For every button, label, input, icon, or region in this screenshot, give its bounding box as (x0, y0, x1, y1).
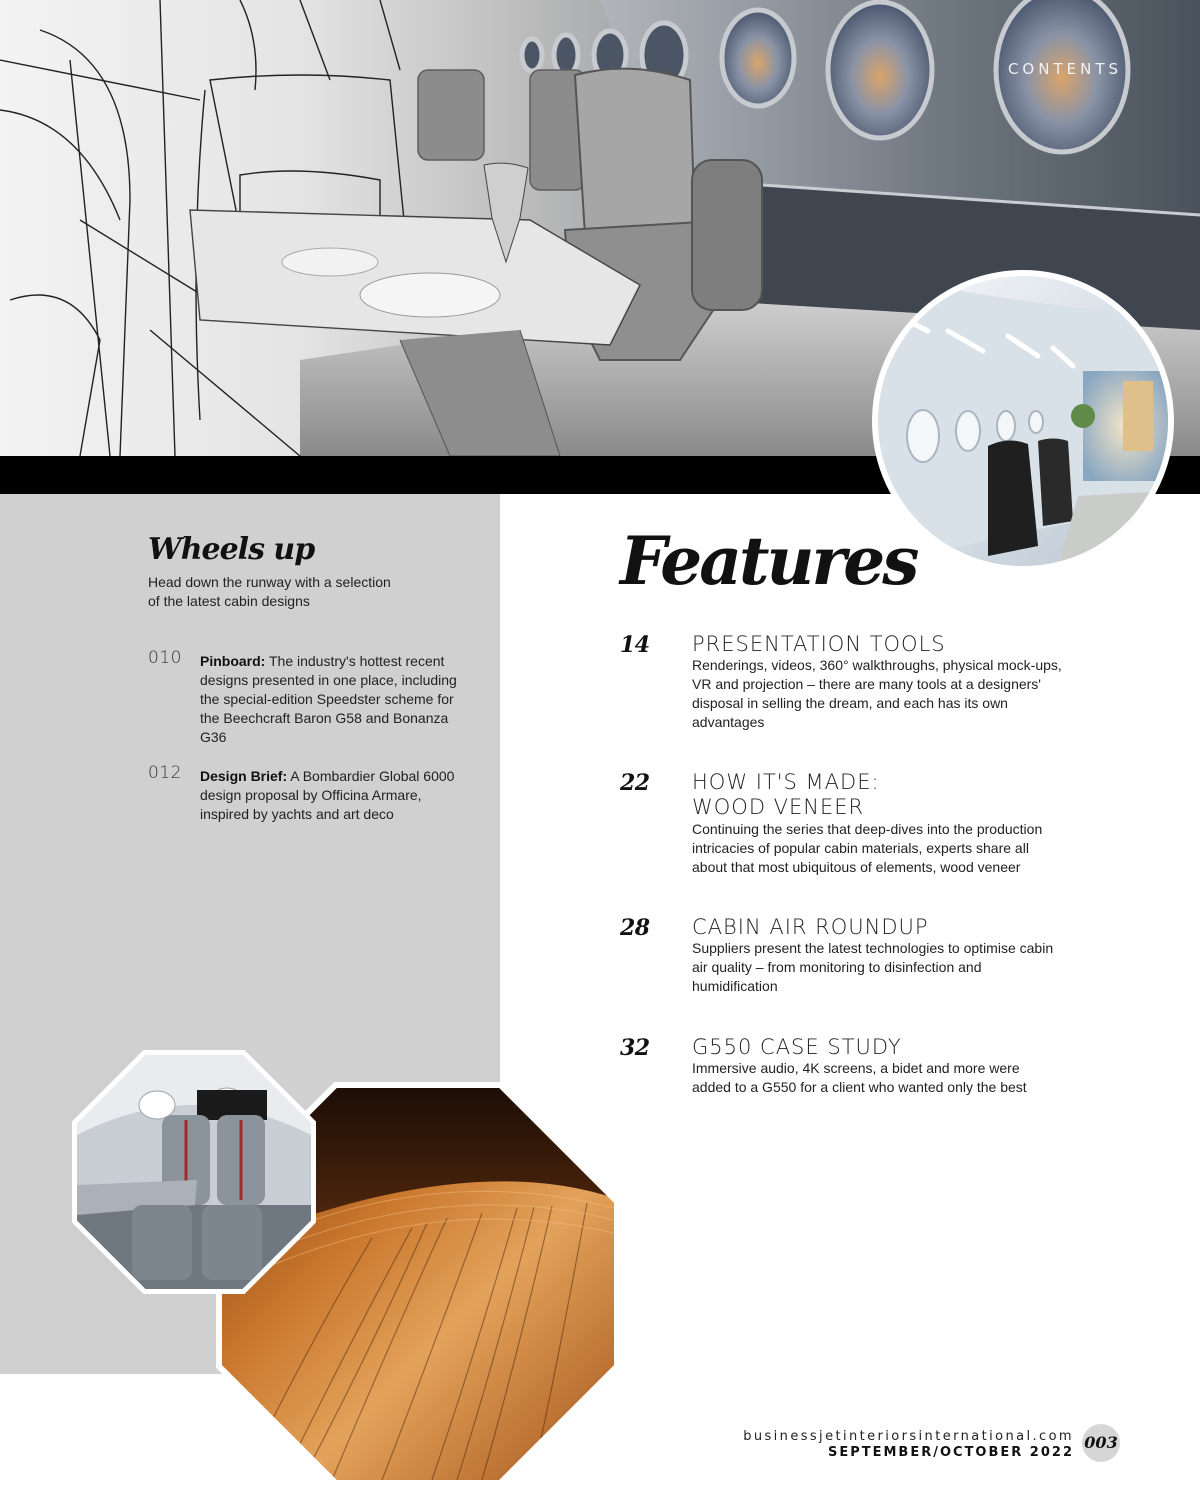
feature-heading-line1: HOW IT'S MADE: (692, 770, 880, 794)
feature-page-number: 14 (620, 632, 650, 658)
feature-heading-line1: CABIN AIR ROUNDUP (692, 915, 929, 939)
footer-issue-date: SEPTEMBER/OCTOBER 2022 (827, 1445, 1074, 1460)
feature-description: Continuing the series that deep-dives into the production intricacies of popular cabin materials, experts share all about that most ubiquitous of elements, wood veneer (692, 821, 1043, 875)
entry-text: A Bombardier Global 6000 design proposal by Officina Armare, inspired by yachts and art deco (200, 768, 455, 822)
entry-label: Pinboard: (200, 653, 266, 669)
feature-description: Renderings, videos, 360° walkthroughs, physical mock-ups, VR and projection – there are many tools at a designers' disposal in selling the dream, and each has its own advantages (692, 657, 1062, 730)
feature-page-number: 28 (620, 915, 650, 941)
wheels-up-subtitle-line2: of the latest cabin designs (148, 593, 310, 609)
entry-description (200, 652, 468, 747)
wheels-up-subtitle (148, 573, 448, 611)
feature-heading (692, 632, 1072, 657)
small-aircraft-seats-photo (77, 1055, 311, 1289)
entry-page-number: 010 (148, 648, 182, 668)
feature-description: Immersive audio, 4K screens, a bidet and more were added to a G550 for a client who wanted only the best (692, 1060, 1027, 1095)
entry-page-number: 012 (148, 763, 182, 783)
entry-text: The industry's hottest recent designs presented in one place, including the special-edition Speedster scheme for the Beechcraft Baron G58 and Bonanza G36 (200, 653, 457, 745)
feature-heading-line1: PRESENTATION TOOLS (692, 632, 946, 656)
cabin-mockup-photo (872, 270, 1174, 572)
wheels-up-subtitle-line1: Head down the runway with a selection (148, 574, 391, 590)
features-title: Features (620, 522, 917, 600)
feature-heading-line2: WOOD VENEER (692, 795, 865, 819)
feature-heading-line1: G550 CASE STUDY (692, 1035, 902, 1059)
wheels-up-title: Wheels up (148, 532, 315, 567)
page-number: 003 (1082, 1424, 1120, 1462)
feature-description: Suppliers present the latest technologies to optimise cabin air quality – from monitoring to disinfection and humidification (692, 940, 1054, 994)
feature-page-number: 22 (620, 770, 650, 796)
feature-page-number: 32 (620, 1035, 650, 1061)
feature-heading (692, 1035, 1072, 1060)
footer-website[interactable]: businessjetinteriorsinternational.com (743, 1429, 1074, 1444)
entry-description (200, 767, 468, 824)
contents-label: CONTENTS (1007, 60, 1122, 78)
feature-heading (692, 915, 1072, 940)
entry-label: Design Brief: (200, 768, 288, 784)
feature-heading (692, 770, 1072, 820)
